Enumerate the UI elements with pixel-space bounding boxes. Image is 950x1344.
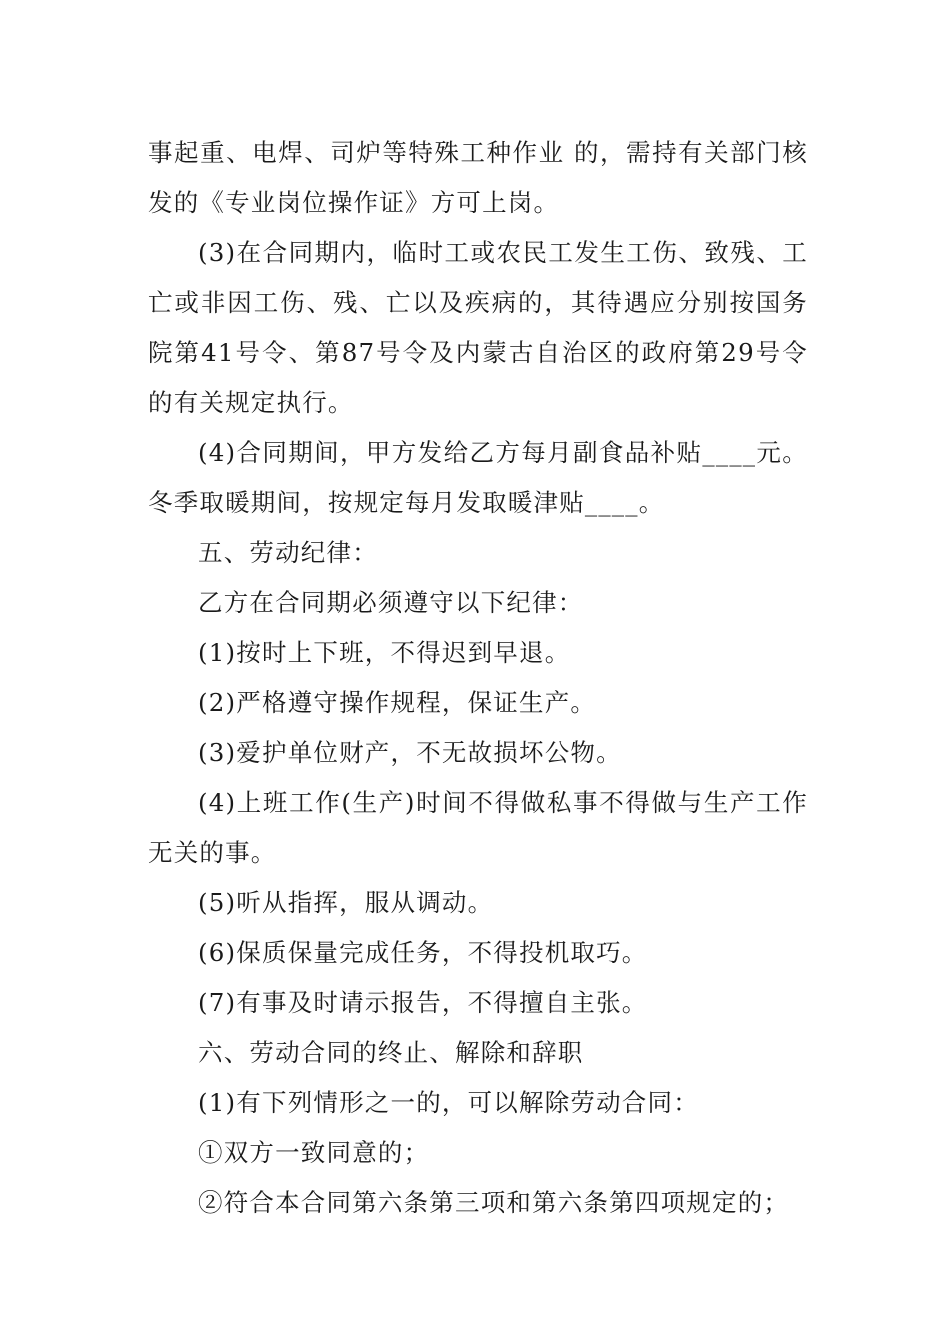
section-heading-labor-discipline: 五、劳动纪律：	[198, 538, 378, 567]
paragraph-discipline-intro: 乙方在合同期必须遵守以下纪律：	[198, 588, 584, 617]
list-item-discipline-1: (1)按时上下班，不得迟到早退。	[198, 638, 571, 667]
list-item-discipline-4: (4)上班工作(生产)时间不得做私事不得做与生产工作无关的事。	[148, 788, 808, 867]
list-item-discipline-5: (5)听从指挥，服从调动。	[198, 888, 494, 917]
list-item-discipline-2: (2)严格遵守操作规程，保证生产。	[198, 688, 597, 717]
paragraph-termination-conditions: (1)有下列情形之一的，可以解除劳动合同：	[198, 1088, 699, 1117]
section-heading-termination: 六、劳动合同的终止、解除和辞职	[198, 1038, 584, 1067]
list-item-discipline-3: (3)爱护单位财产，不无故损坏公物。	[198, 738, 622, 767]
paragraph-special-trades: 事起重、电焊、司炉等特殊工种作业 的，需持有关部门核发的《专业岗位操作证》方可上岗。	[148, 138, 808, 217]
list-item-condition-1: ①双方一致同意的；	[198, 1138, 430, 1167]
paragraph-injury-treatment: (3)在合同期内，临时工或农民工发生工伤、致残、工亡或非因工伤、残、亡以及疾病的，其待遇应分别按国务院第41号令、第87号令及内蒙古自治区的政府第29号令的有关规定执行。	[148, 238, 808, 417]
list-item-condition-2: ②符合本合同第六条第三项和第六条第四项规定的；	[198, 1188, 790, 1217]
document-body	[148, 128, 808, 1228]
paragraph-food-subsidy: (4)合同期间，甲方发给乙方每月副食品补贴____元。冬季取暖期间，按规定每月发取暖津贴____。	[148, 438, 808, 517]
list-item-discipline-7: (7)有事及时请示报告，不得擅自主张。	[198, 988, 648, 1017]
list-item-discipline-6: (6)保质保量完成任务，不得投机取巧。	[198, 938, 648, 967]
